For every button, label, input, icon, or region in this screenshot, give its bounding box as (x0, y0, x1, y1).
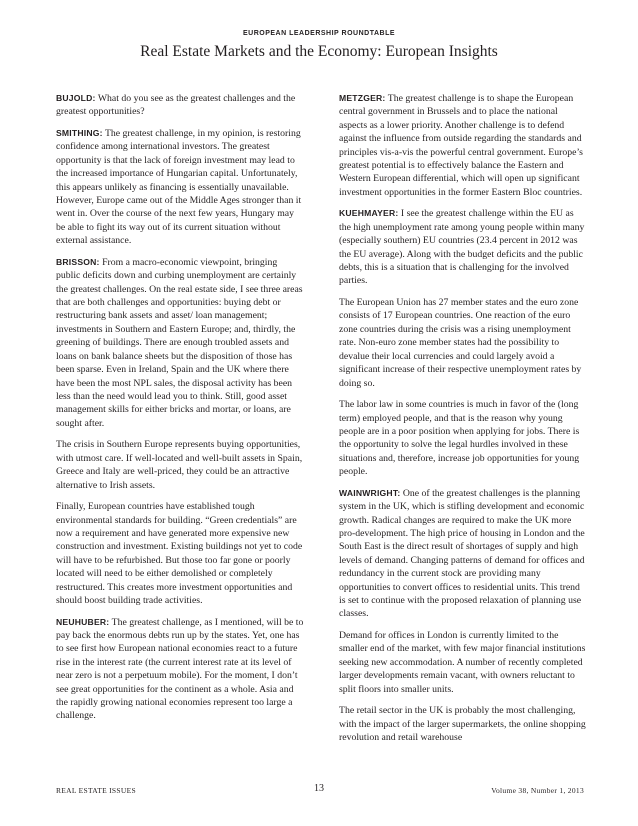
paragraph (339, 629, 586, 696)
right-column (339, 92, 586, 753)
article-title: Real Estate Markets and the Economy: European Insights (140, 43, 498, 60)
speaker-name: BUJOLD: (56, 93, 96, 103)
paragraph (56, 127, 304, 248)
paragraph (339, 296, 586, 390)
left-column (56, 92, 304, 731)
paragraph (339, 398, 586, 478)
speaker-name: WAINWRIGHT: (339, 487, 401, 498)
page-number: 13 (314, 783, 324, 794)
paragraph (339, 704, 586, 744)
paragraph-text: The greatest challenge is to shape the European central government in Brussels and to place the national aspects as a lower priority. Another challenge is to defend against the influence from outside regarding the standards and principles vis-a-vis the powerful central government. Europe’s greatest potential is to effectively balance the Eastern and Western European differential, which will open up significant investment opportunities in the former Eastern Bloc countries. (339, 93, 583, 198)
paragraph (56, 616, 304, 723)
paragraph (56, 500, 304, 607)
paragraph (56, 256, 304, 430)
paragraph-text: What do you see as the greatest challenges and the greatest opportunities? (56, 93, 296, 118)
paragraph-text: Finally, European countries have established tough environmental standards for building. “Green credentials” are now a requirement and have generated more expensive new construction and investment. Existing buildings not yet to code will have to be refurbished. But those too far gone or poorly located will need to be either demolished or completely restructured. This creates more investment opportunities and should boost building trade activities. (56, 501, 303, 606)
journal-name: REAL ESTATE ISSUES (56, 786, 136, 795)
paragraph-text: From a macro-economic viewpoint, bringing public deficits down and curbing unemployment are certainly the greatest challenges. On the real estate side, I see three areas that are both challenges and opportunities: buying debt or restructuring bank assets and asset/ loan management; investments in Southern and Eastern Europe; and, thirdly, the greening of buildings. There are enough troubled assets and loans on bank balance sheets but the disposition of those has been sparse. Even in Ireland, Spain and the UK where there have been the most NPL sales, the disposal activity has been less than the need would lead you to think. Still, good asset management skills for either bricks and mortar, or loans, are sought after. (56, 256, 303, 429)
paragraph (56, 438, 304, 492)
speaker-name: NEUHUBER: (56, 616, 110, 627)
paragraph-text: The retail sector in the UK is probably the most challenging, with the impact of the larger supermarkets, the online shopping revolution and retail warehouse (339, 705, 586, 743)
paragraph (339, 207, 586, 287)
section-kicker: EUROPEAN LEADERSHIP ROUNDTABLE (242, 30, 396, 37)
paragraph-text: The crisis in Southern Europe represents buying opportunities, with utmost care. If well-located and well-built assets in Spain, Greece and Italy are well-priced, they could be an attractive alternative to Irish assets. (56, 439, 303, 491)
paragraph-text: One of the greatest challenges is the planning system in the UK, which is stifling development and economic growth. Radical changes are required to make the UK more pro-development. The high price of housing in London and the South East is the direct result of shortages of supply and high levels of demand. Changing patterns of demand for offices and redundancy in the current stock are providing many opportunities to convert offices to residential units. This trend is set to continue with the proposed relaxation of planning use classes. (339, 487, 585, 620)
issue-info: Volume 38, Number 1, 2013 (491, 786, 584, 795)
paragraph (339, 92, 586, 199)
paragraph (339, 487, 586, 621)
speaker-name: SMITHING: (56, 128, 103, 138)
paragraph-text: I see the greatest challenge within the EU as the high unemployment rate among young people within many (especially southern) EU countries (23.4 percent in 2012 was the EU average). Along with the budget deficits and the public debts, this is a situation that is challenging for the involved parties. (339, 208, 585, 287)
paragraph-text: The greatest challenge, as I mentioned, will be to pay back the enormous debts run up by the states. Yet, one has to see first how European national economies react to a future rise in the interest rate (the current interest rate at its level of near zero is not a perpetuum mobile). For the moment, I don’t see great opportunities for the continent as a whole. Asia and the rapidly growing national economies represent too large a challenge. (56, 616, 304, 722)
paragraph-text: The labor law in some countries is much in favor of the (long term) employed people, and that is the reason why young people are in a poor position when applying for jobs. There is the opportunity to solve the legal hurdles involved in these situations and, therefore, increase job opportunities for young people. (339, 399, 580, 478)
paragraph-text: Demand for offices in London is currently limited to the smaller end of the market, with few major financial institutions seeking new accommodation. A number of recently completed larger developments remain vacant, with owners reluctant to split floors into smaller units. (339, 629, 586, 695)
paragraph (56, 92, 304, 119)
speaker-name: METZGER: (339, 93, 386, 103)
speaker-name: KUEHMAYER: (339, 208, 399, 219)
paragraph-text: The greatest challenge, in my opinion, is restoring confidence among international investors. The greatest opportunity is that the lack of foreign investment may lead to the increased importance of Hungarian capital. Unfortunately, this appears unlikely as financing is essentially unavailable. However, Europe came out of the Middle Ages stronger than it went in. Over the course of the next few years, Hungary may be able to fight its way out of its current situation without external assistance. (56, 128, 302, 247)
speaker-name: BRISSON: (56, 256, 100, 267)
paragraph-text: The European Union has 27 member states and the euro zone consists of 17 European countries. One reaction of the euro zone countries during the crisis was a rising unemployment rate. Non-euro zone member states had the possibility to devalue their local currencies and could largely avoid a significant increase of their respective unemployment rates by doing so. (339, 297, 582, 389)
